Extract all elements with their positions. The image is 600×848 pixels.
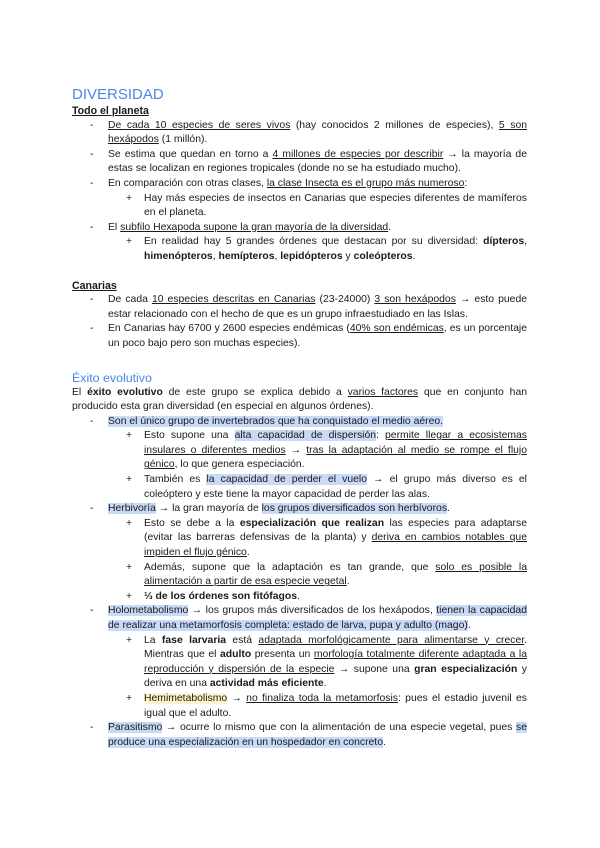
list-item: - En Canarias hay 6700 y 2600 especies endémicas (40% son endémicas, es un porcentaje un poco bajo pero son muchas especies).	[72, 322, 527, 351]
sub-list-item: + También es la capacidad de perder el vuelo → el grupo más diverso es el coleóptero y este tiene la mayor capacidad de perder las alas.	[108, 473, 527, 502]
document-title: DIVERSIDAD	[72, 86, 164, 103]
list-item: - De cada 10 especies descritas en Canarias (23-24000) 3 son hexápodos → esto puede estar relacionado con el hecho de que es un grupo infraestudiado en las Islas.	[72, 293, 527, 322]
list-item: - Holometabolismo → los grupos más diversificados de los hexápodos, tienen la capacidad de realizar una metamorfosis completa: estado de larva, pupa y adulto (mago). + La fase larvaria está adaptada morfológicamente para alimentarse y crecer. Mientras que el adulto presenta un morfología totalmente diferente adaptada a la reproducción y dispersión de la especie → supone una gran especialización y deriva en una actividad más eficiente. + Hemimetabolismo → no finaliza toda la metamorfosis: pues el estadio juvenil es igual que el adulto.	[72, 604, 527, 721]
sub-list-item: + Además, supone que la adaptación es tan grande, que solo es posible la alimentación a partir de esa especie vegetal.	[108, 561, 527, 590]
section-heading-exito: Éxito evolutivo	[72, 370, 152, 385]
list-item: - Se estima que quedan en torno a 4 millones de especies por describir → la mayoría de estas se localizan en regiones tropicales (donde no se ha estudiado mucho).	[72, 148, 527, 177]
list-canarias	[72, 293, 527, 351]
sub-list-item: + Esto supone una alta capacidad de dispersión: permite llegar a ecosistemas insulares o diferentes medios → tras la adaptación al medio se rompe el flujo génico, lo que genera especiación.	[108, 429, 527, 473]
list-item: - Parasitismo → ocurre lo mismo que con la alimentación de una especie vegetal, pues se produce una especialización en un hospedador en concreto.	[72, 721, 527, 750]
intro-paragraph: El éxito evolutivo de este grupo se explica debido a varios factores que en conjunto han producido esta gran diversidad (en especial en algunos órdenes).	[72, 386, 527, 413]
sub-list-item: + Hemimetabolismo → no finaliza toda la metamorfosis: pues el estadio juvenil es igual que el adulto.	[108, 692, 527, 721]
sub-list-item: + Hay más especies de insectos en Canarias que especies diferentes de mamíferos en el planeta.	[108, 192, 527, 221]
list-item: - Son el único grupo de invertebrados que ha conquistado el medio aéreo. + Esto supone una alta capacidad de dispersión: permite llegar a ecosistemas insulares o diferentes medios → tras la adaptación al medio se rompe el flujo génico, lo que genera especiación. + También es la capacidad de perder el vuelo → el grupo más diverso es el coleóptero y este tiene la mayor capacidad de perder las alas.	[72, 415, 527, 503]
sub-list-item: + En realidad hay 5 grandes órdenes que destacan por su diversidad: dípteros, himenópteros, hemípteros, lepidópteros y coleópteros.	[108, 235, 527, 264]
list-item: - El subfilo Hexapoda supone la gran mayoría de la diversidad. + En realidad hay 5 grandes órdenes que destacan por su diversidad: dípteros, himenópteros, hemípteros, lepidópteros y coleópteros.	[72, 221, 527, 265]
list-item: - Herbivoría → la gran mayoría de los grupos diversificados son herbívoros. + Esto se debe a la especialización que realizan las especies para adaptarse (evitar las barreras defensivas de la planta) y deriva en cambios notables que impiden el flujo génico. + Además, supone que la adaptación es tan grande, que solo es posible la alimentación a partir de esa especie vegetal. + ⅓ de los órdenes son fitófagos.	[72, 502, 527, 604]
list-item: - De cada 10 especies de seres vivos (hay conocidos 2 millones de especies), 5 son hexápodos (1 millón).	[72, 119, 527, 148]
section-heading-planeta: Todo el planeta	[72, 105, 149, 117]
list-item: - En comparación con otras clases, la clase Insecta es el grupo más numeroso: + Hay más especies de insectos en Canarias que especies diferentes de mamíferos en el planeta.	[72, 177, 527, 221]
document-content	[72, 86, 527, 750]
sub-list-item: + Esto se debe a la especialización que realizan las especies para adaptarse (evitar las barreras defensivas de la planta) y deriva en cambios notables que impiden el flujo génico.	[108, 517, 527, 561]
list-planeta	[72, 119, 527, 265]
section-heading-canarias: Canarias	[72, 279, 117, 292]
sub-list-item: + ⅓ de los órdenes son fitófagos.	[108, 590, 527, 605]
sub-list-item: + La fase larvaria está adaptada morfológicamente para alimentarse y crecer. Mientras que el adulto presenta un morfología totalmente diferente adaptada a la reproducción y dispersión de la especie → supone una gran especialización y deriva en una actividad más eficiente.	[108, 634, 527, 692]
list-exito	[72, 415, 527, 751]
